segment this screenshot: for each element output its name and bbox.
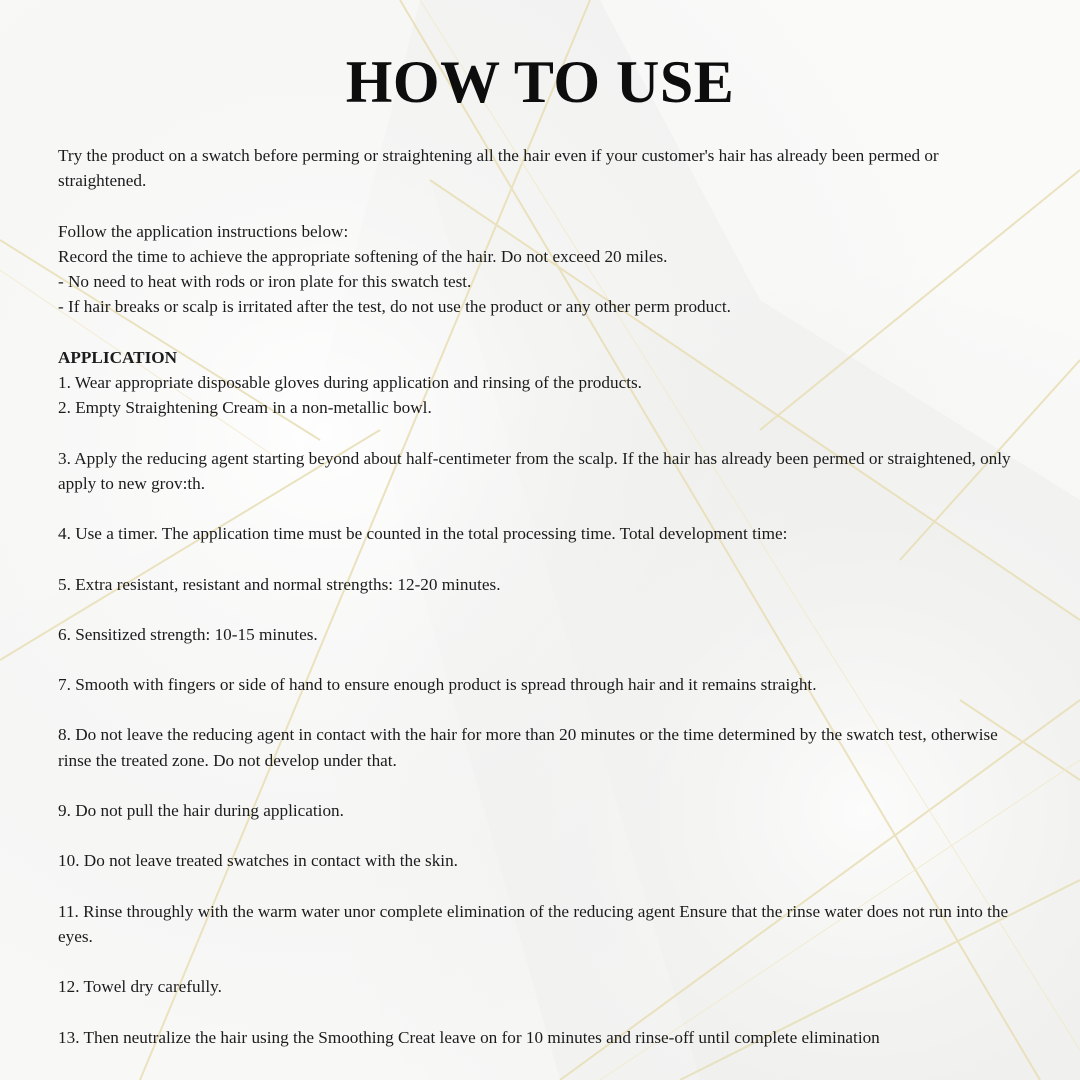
- step-9: 9. Do not pull the hair during application.: [58, 801, 344, 821]
- page-title: HOW TO USE: [345, 49, 735, 115]
- instructions-body: [58, 143, 1028, 1050]
- record-time-line: Record the time to achieve the appropriate softening of the hair. Do not exceed 20 miles.: [58, 246, 668, 266]
- step-6: 6. Sensitized strength: 10-15 minutes.: [58, 624, 318, 644]
- irritation-warning: - If hair breaks or scalp is irritated after the test, do not use the product or any other perm product.: [58, 297, 731, 317]
- step-3: 3. Apply the reducing agent starting beyond about half-centimeter from the scalp. If the hair has already been permed or straightened, only apply to new grov:th.: [58, 448, 1011, 493]
- step-5: 5. Extra resistant, resistant and normal strengths: 12-20 minutes.: [58, 574, 501, 594]
- step-10: 10. Do not leave treated swatches in contact with the skin.: [58, 851, 458, 871]
- application-heading: APPLICATION: [58, 347, 178, 367]
- step-4: 4. Use a timer. The application time must be counted in the total processing time. Total development time:: [58, 524, 788, 544]
- step-7: 7. Smooth with fingers or side of hand to ensure enough product is spread through hair and it remains straight.: [58, 675, 817, 695]
- step-1: 1. Wear appropriate disposable gloves during application and rinsing of the products.: [58, 373, 642, 393]
- follow-instructions-line: Follow the application instructions below:: [58, 221, 349, 241]
- step-8: 8. Do not leave the reducing agent in contact with the hair for more than 20 minutes or the time determined by the swatch test, otherwise rinse the treated zone. Do not develop under that.: [58, 725, 998, 770]
- intro-paragraph: Try the product on a swatch before perming or straightening all the hair even if your customer's hair has already been permed or straightened.: [58, 146, 939, 191]
- step-12: 12. Towel dry carefully.: [58, 977, 222, 997]
- step-11: 11. Rinse throughly with the warm water unor complete elimination of the reducing agent Ensure that the rinse water does not run into the eyes.: [58, 901, 1009, 946]
- step-2: 2. Empty Straightening Cream in a non-metallic bowl.: [58, 398, 432, 418]
- step-13: 13. Then neutralize the hair using the Smoothing Creat leave on for 10 minutes and rinse-off until complete elimination: [58, 1027, 880, 1047]
- no-heat-note: - No need to heat with rods or iron plate for this swatch test.: [58, 272, 472, 292]
